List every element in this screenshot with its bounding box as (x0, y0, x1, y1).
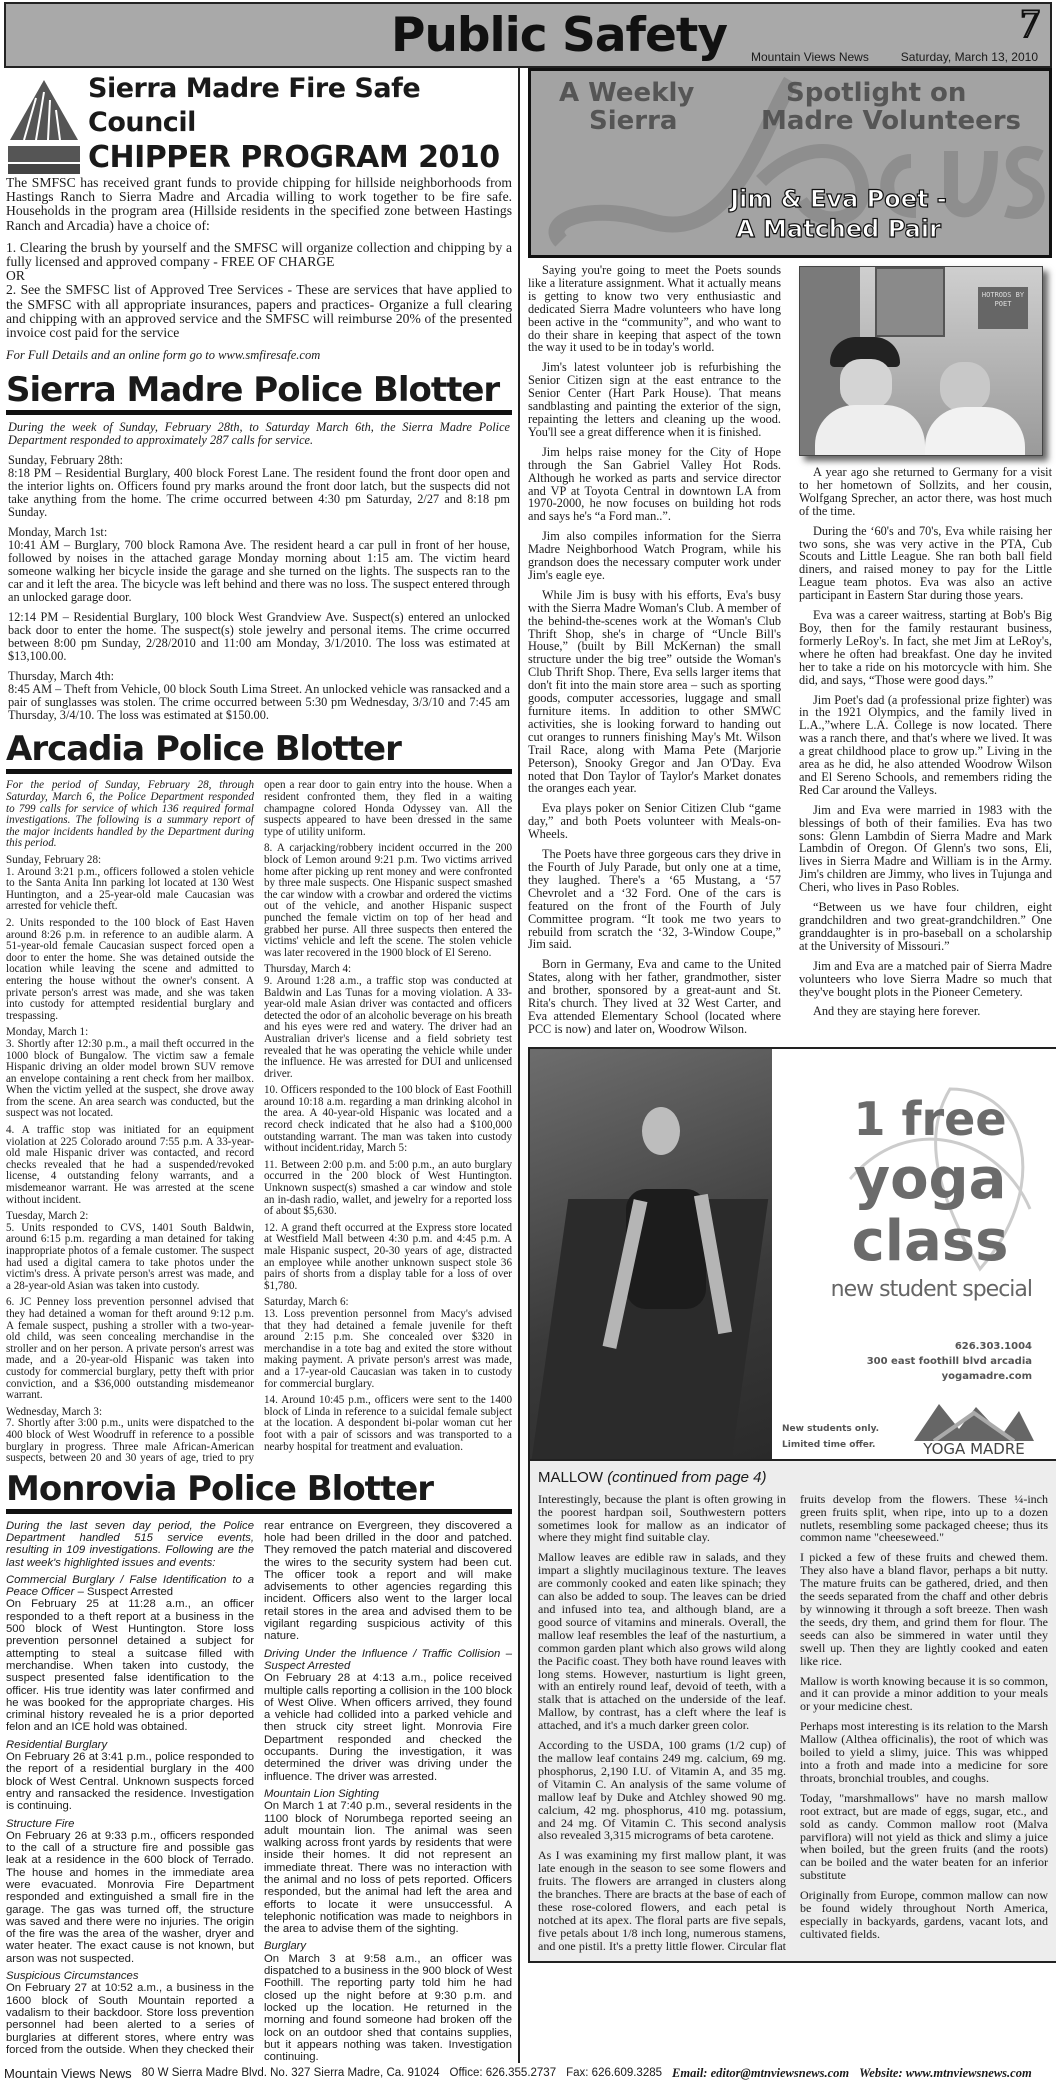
article-paragraph: Jim also compiles information for the Sierra Madre Neighborhood Watch Program, while his grandson does the necessary computer work under Jim's eagle eye. (528, 529, 781, 582)
blotter-entry (8, 611, 510, 663)
blotter-entry (264, 843, 512, 959)
focus-article-col1 (528, 264, 781, 1043)
entry-heading: Sunday, February 28th: (8, 453, 123, 468)
firesafe-triangle-icon (6, 78, 82, 174)
ad-headline-2: yoga (853, 1146, 1007, 1212)
ad-contact (792, 1339, 1032, 1384)
article-paragraph: Mallow is worth knowing because it is so common, and it can provide a minor addition to your meals or your medicine chest. (800, 1673, 1048, 1714)
ad-phone: 626.303.1004 (954, 1340, 1032, 1352)
article-paragraph: Jim and Eva are a matched pair of Sierra Madre volunteers who love Sierra Madre so much that they've bought plots in the Pioneer Cemetery. (799, 958, 1052, 999)
footer-email[interactable]: Email: editor@mtnviewsnews.com (672, 2066, 850, 2081)
article-paragraph: Jim's latest volunteer job is refurbishing the Senior Citizen sign at the east entrance to the Senior Center (Hart Park House). That means sandblasting and painting the exterior of the sign, repainting the letters and cleaning up the wood. You'll see a great difference when it is finished. (528, 360, 781, 439)
entry-heading: Burglary (264, 1940, 307, 1953)
entry-text: 2. Units responded to the 100 block of East Haven around 8:26 p.m. in reference to an audible alarm. A 51-year-old female Caucasian suspect forced open a door to enter the home. She was detained outside the location while leaving the scene and admitted to entering the house without the owner's consent. A private person's arrest was made, and she was taken into custody for attempted residential burglary and trespassing. (6, 916, 254, 1022)
article-paragraph: The Poets have three gorgeous cars they drive in the Fourth of July Parade, but only one at a time, they laughed. There's a ‘65 Mustang, a ‘57 Chevrolet and a ‘32 Ford. One of the cars is featured on the front of the Fourth of July Committee program. “It took me two years to rebuild from scratch the ‘32, 3-Window Coupe,” Jim said. (528, 847, 781, 952)
entry-heading: Driving Under the Influence / Traffic Collision – Suspect Arrested (264, 1647, 512, 1672)
firesafe-option-1: 1. Clearing the brush by yourself and the SMFSC will organize collection and chipping by a fully licensed and approved company - FREE OF CHARGE (6, 239, 512, 270)
blotter-entry (6, 1739, 254, 1813)
article-paragraph: Today, "marshmallows" have no marsh mallow root extract, but are made of eggs, sugar, etc., and sold as candy. Common mallow root (Malva parviflora) will not yield as thick and slimy a juice when boiled, but the green fruits (and the roots) can be boiled and the water beaten for an inferior substitute (800, 1790, 1048, 1883)
blotter-entry (264, 1395, 512, 1453)
article-paragraph: Perhaps most interesting is its relation to the Marsh Mallow (Althea officinalis), the root of which was boiled to yield a slimy, juice. This was whipped into a froth and made into a medicine for sore throats, bronchial troubles, and coughs. (800, 1719, 1048, 1785)
firesafe-article (6, 68, 512, 362)
arcadia-blotter (6, 780, 512, 1464)
blotter-entry (6, 918, 254, 1022)
entry-text: 8:18 PM – Residential Burglary, 400 block Forest Lane. The resident found the front door open and the interior lights on. Officers found pry marks around the front door latch, but the suspects did not take anything from the home. The crime occurred between 4:30 pm Saturday, 2/27 and 8:18 pm Sunday. (8, 466, 510, 520)
ad-subhead: new student special (830, 1276, 1032, 1302)
entry-heading: Wednesday, March 3: (6, 1405, 103, 1418)
entry-text: 9. Around 1:28 a.m., a traffic stop was conducted at Baldwin and Las Tunas for a moving violation. A 33-year-old male Asian driver was contacted and officers detected the odor of an alcoholic beverage on his breath and his eyes were red and watery. The driver had an Australian driver's license and a field sobriety test revealed that he was operating the vehicle while under the influence. He was arrested for DUI and unlicensed driver. (264, 974, 512, 1080)
footer-paper: Mountain Views News (4, 2066, 132, 2082)
entry-text: On March 3 at 9:58 a.m., an officer was dispatched to a business in the 900 block of West Foothill. The reporting party told him he had closed up the night before at 9:30 p.m. and locked up the location. He returned in the morning and found someone had broken off the lock on an outdoor shed that contains supplies, but it appears nothing was taken. Investigation continuing. (264, 1952, 512, 2064)
blotter-entry (6, 1297, 254, 1401)
article-paragraph: Interestingly, because the plant is often growing in the poorest hardpan soil, Southwestern potters sometimes look for mallow as an indicator of where they might find suitable clay. (538, 1491, 786, 1545)
yoga-pose-photo (530, 1049, 772, 1459)
poets-photo (799, 266, 1043, 456)
blotter-entry (8, 670, 510, 722)
blotter-entry (6, 1125, 254, 1206)
blotter-entry (6, 1027, 254, 1120)
entry-text: 12:14 PM – Residential Burglary, 100 block West Grandview Ave. Suspect(s) entered an unlocked back door to enter the home. The suspect(s) stole jewelry and personal items. The crime occurred between 8:00 pm Sunday, 2/28/2010 and 11:00 am Monday, 3/1/2010. The loss was estimated at $13,100.00. (8, 610, 510, 664)
entry-heading: Residential Burglary (6, 1738, 108, 1751)
blotter-entry (264, 1085, 512, 1155)
blotter-entry (264, 1648, 512, 1783)
entry-text: On February 28 at 4:13 a.m., police received multiple calls reporting a collision in the 100 block of West Olive. When officers arrived, they found a vehicle had collided into a parked vehicle and then struck city street light. Monrovia Fire Department responded and checked the occupants. During the investigation, it was determined the driver was driving under the influence. The driver was arrested. (264, 1672, 512, 1783)
entry-heading: Saturday, March 6: (264, 1296, 349, 1309)
entry-text: 12. A grand theft occurred at the Express store located at Westfield Mall between 4:30 p.m. and 4:45 p.m. A male Hispanic suspect, 20-30 years of age, distracted an employee while another unknown suspect stole 36 pairs of shorts from a display table for a loss of over $1,780. (264, 1221, 512, 1292)
entry-text: 8:45 AM – Theft from Vehicle, 00 block South Lima Street. An unlocked vehicle was ransacked and a pair of sunglasses was stolen. The crime occurred between 5:30 pm Wednesday, 3/3/10 and 7:45 am Thursday, 3/4/10. The loss was estimated at $150.00. (8, 682, 510, 723)
blotter-entry (6, 855, 254, 913)
entry-text: On February 26 at 9:33 p.m., officers responded to the call of a structure fire and possible gas leak at a residence in the 600 block of Terrado. The house and homes in the immediate area were evacuated. Monrovia Fire Department responded and extinguished a small fire in the garage. The gas was turned off, the structure was saved and there were no injuries. The origin of the fire was the area of the washer, dryer and water heater. The exact cause is not known, but arson was not suspected. (6, 1829, 254, 1965)
blotter-entry (264, 1160, 512, 1218)
article-paragraph: I picked a few of these fruits and chewed them. They also have a bland flavor, perhaps a bit nutty. The mature fruits can be gathered, dried, and then the seeds separated from the chaff and other debris by winnowing it through a soft breeze. Then wash the seeds, dry them, and grind them for flour. The seeds can also be simmered in water until they swell up. Then they are lightly cooked and eaten like rice. (800, 1550, 1048, 1668)
article-paragraph: A year ago she returned to Germany for a visit to her hometown of Sollzits, and her cousin, Wolfgang Sprecher, an actor there, was host much of the time. (799, 465, 1052, 518)
article-paragraph: Jim and Eva were married in 1983 with the blessings of both of their families. Eva has two sons: Glenn Lambdin of Sierra Madre and Mark Lambdin of Oregon. Of Glenn's two sons, Eli, lives in Sierra Madre and William is in the Army. Jim's children are Jimmy, who lives in Tujunga and Cheri, who lives in Paso Robles. (799, 802, 1052, 895)
article-paragraph: According to the USDA, 100 grams (1/2 cup) of the mallow leaf contains 249 mg. calcium, 69 mg. phosphorus, 2,190 I.U. of Vitamin A, and 35 mg. of Vitamin C. An analysis of the same volume of mallow leaf by Duke and Atchley showed 90 mg. calcium, 42 mg. phosphorus, 410 mg. potassium, and 24 mg. Of Vitamin C. This second analysis also revealed 3,315 micrograms of beta carotene. (538, 1738, 786, 1843)
yoga-madre-logo-text: YOGA MADRE (923, 1439, 1025, 1458)
page-footer (0, 2063, 1056, 2084)
focus-article (528, 264, 1052, 1043)
article-paragraph: Mallow leaves are edible raw in salads, and they impart a slightly mucilaginous texture. The leaves are commonly cooked and eaten like spinach; they can also be added to soup. The leaves can be dried and infused into tea, and although bland, are a good source of vitamins and minerals. Overall, the mallow leaf resembles the leaf of the nasturtium, a common garden plant which also grows wild along the Pacific coast. They both have round leaves with long stems. However, nasturtium is light green, with an entirely round leaf, devoid of teeth, with a stalk that is attached on the underside of the leaf. Mallow, by contrast, has a cleft where the leaf is attached, and it's a much darker green color. (538, 1550, 786, 1733)
article-paragraph: Eva was a career waitress, starting at Bob's Big Boy, then for the family restaurant business, formerly LeRoy's. In fact, she met Jim at LeRoy's, where he often had breakfast. One day he invited her to take a ride on his motorcycle with him. She did, and says, “Those were good days.” (799, 608, 1052, 687)
yoga-madre-ad[interactable] (528, 1047, 1056, 1461)
entry-heading: Mountain Lion Sighting (264, 1787, 379, 1800)
entry-text: 5. Units responded to CVS, 1401 South Baldwin, around 6:15 p.m. regarding a man detained for taking inappropriate photos of a female customer. The suspect had used a digital camera to take photos under the victim's dress. A private person's arrest was made, and a 28-year-old Asian was taken into custody. (6, 1221, 254, 1292)
blotter-entry (6, 1211, 254, 1292)
sierra-madre-blotter (6, 421, 512, 722)
blotter-entry (264, 1223, 512, 1293)
article-paragraph: Jim Poet's dad (a professional prize fighter) was in the 1921 Olympics, and the family lived in L.A.,”where L.A. College is now located. There was a ranch there, and that's where we lived. It was a great childhood place to grow up.” Living in the area as he did, he also attended Woodrow Wilson and El Sereno Schools, and remembers riding the Red Car around the Valleys. (799, 692, 1052, 797)
article-paragraph: “Between us we have four children, eight grandchildren and two great-grandchildren.” One granddaughter is in pro-baseball on a scholarship at the University of Missouri.” (799, 900, 1052, 953)
article-paragraph: Saying you're going to meet the Poets sounds like a literature assignment. What it actually means is getting to know two very enthusiastic and dedicated Sierra Madre volunteers who have long been active in the “community”, and who want to do their share in keeping that aspect of the town the way it used to be in today's world. (528, 263, 781, 355)
focus-article-col2 (799, 264, 1052, 1043)
entry-heading: Suspicious Circumstances (6, 1970, 139, 1983)
blotter-entry (264, 1788, 512, 1936)
firesafe-intro: The SMFSC has received grant funds to provide chipping for hillside neighborhoods from Hastings Ranch to Sierra Madre and Arcadia willing to work together to be fire safe. Households in the program area (Hillside residents in the specified zone between Hastings Ranch and Arcadia) have a choice of: (6, 175, 512, 233)
entry-text: 3. Shortly after 12:30 p.m., a mail theft occurred in the 1000 block of Bungalow. The victim saw a female Hispanic driving an older model brown SUV remove an envelope containing a rent check from her mailbox. When the victim yelled at the suspect, she drove away from the scene. An area search was conducted, but the suspect was not located. (6, 1037, 254, 1120)
ad-fine-print: New students only. Limited time offer. (782, 1423, 880, 1450)
article-paragraph: While Jim is busy with his efforts, Eva's busy with the Sierra Madre Woman's Club. A member of the behind-the-scenes work at the Woman's Club Thrift Shop, she's in charge of “Uncle Bill's House,” (built by Bill McKernan) the small structure under the big tree” outside the Woman's Club Thrift Shop. There, Eva sells larger items that don't fit into the main store area – such as sporting goods, computer accessories, luggage and small furniture items. In addition to other SMWC activities, she is looking forward to handing out cut oranges to runners finishing May's Mt. Wilson Trail Race, along with Mama Pete (Marjorie Peterson), Snooky Gregor and Jan O'Day. Eva noted that Don Taylor of Taylor's Market donates the oranges each year. (528, 587, 781, 796)
focus-banner (528, 68, 1052, 258)
monrovia-blotter-title: Monrovia Police Blotter (6, 1469, 512, 1514)
mallow-heading: MALLOW (continued from page 4) (538, 1468, 767, 1486)
footer-office-phone: Office: 626.355.2737 (449, 2067, 557, 2080)
ad-website[interactable]: yogamadre.com (941, 1370, 1032, 1382)
page-number: 7 (1020, 1, 1040, 46)
blotter-intro: For the period of Sunday, February 28, through Saturday, March 6, the Police Department responded to 799 calls for service of which 136 required formal investigations. The following is a summary report of the major incidents handled by the Department during this period. (6, 779, 254, 850)
firesafe-or: OR (6, 268, 25, 284)
footer-address: 80 W Sierra Madre Blvd. No. 327 Sierra Madre, Ca. 91024 (141, 2067, 440, 2080)
article-paragraph: And they are staying here forever. (813, 1004, 981, 1019)
ad-headline-3: class (851, 1208, 1009, 1274)
footer-website[interactable]: Website: www.mtnviewsnews.com (859, 2066, 1032, 2081)
entry-heading: Sunday, February 28: (6, 854, 102, 866)
page-header (4, 2, 1052, 68)
chipper-program-title: CHIPPER PROGRAM 2010 (88, 140, 500, 175)
entry-heading: Monday, March 1: (6, 1026, 89, 1039)
article-paragraph: Eva plays poker on Senior Citizen Club “game day,” and both Poets volunteer with Meals-on-Wheels. (528, 801, 781, 842)
firesafe-option-2: 2. See the SMFSC list of Approved Tree Services - These are services that have applied to the SMFSC with all appropriate insurances, papers and practices- Organize a full clearing and chipping with an approved service and the SMFSC will reimburse 20% of the presented invoice cost paid for the service (6, 282, 512, 341)
entry-text: 14. Around 10:45 p.m., officers were sent to the 1400 block of Linda in reference to a suicidal female subject at the location. A despondent bi-polar woman cut her foot with a pair of scissors and was transported to a nearby hospital for treatment and evaluation. (264, 1394, 512, 1453)
article-paragraph: Originally from Europe, common mallow can now be found widely throughout North America, especially in backyards, gardens, vacant lots, and cultivated fields. (800, 1888, 1048, 1941)
entry-text: On February 26 at 3:41 p.m., police responded to the report of a residential burglary in the 400 block of West Central. Unknown suspects forced entry and ransacked the residence. Investigation is continuing. (6, 1751, 254, 1813)
blotter-entry (6, 1574, 254, 1734)
hotrods-sign: HOTRODS BY POET (978, 287, 1028, 329)
blotter-entry (6, 1818, 254, 1966)
mountains-logo-icon (914, 1401, 1034, 1441)
entry-heading: Structure Fire (6, 1817, 75, 1830)
paper-name: Mountain Views News (751, 50, 869, 64)
ad-address: 300 east foothill blvd arcadia (866, 1355, 1032, 1367)
blotter-entry (264, 964, 512, 1080)
article-paragraph: Jim helps raise money for the City of Hope through the San Gabriel Valley Hot Rods. Although he worked as parts and service director and VP at Toyota Central in downtown LA from 1970-2000, he now focuses on building hot rods and says he's “a Ford man..”. (528, 444, 781, 524)
entry-text: 1. Around 3:21 p.m., officers followed a stolen vehicle to the Santa Anita Inn parking lot located at 130 West Huntington, and a 25-year-old male Caucasian was arrested for vehicle theft. (6, 865, 254, 913)
entry-text: 7. Shortly after 3:00 p.m., units were dispatched to the 400 block of West Woodruff in reference to a possible burglary in progress. Three male African-American suspects, between 20 and 30 years of age, tried to pry open a rear door to gain entry into the house. When a resident confronted them, they fled in a waiting champagne colored Honda Odyssey van. All the suspects appeared to have been dressed in the same type of utility uniform. (6, 779, 512, 1465)
blotter-entry (264, 1940, 512, 2063)
entry-heading: Monday, March 1st: (8, 525, 108, 540)
entry-text: 10. Officers responded to the 100 block of East Foothill around 10:18 a.m. regarding a man drinking alcohol in the area. A 40-year-old Hispanic was located and a record check indicated that he also had a $100,000 outstanding warrant. The man was taken into custody without incident.riday, March 5: (264, 1084, 512, 1155)
entry-heading: Commercial Burglary / False Identification to a Peace Officer – Suspect Arrested (6, 1573, 254, 1599)
entry-text: 8. A carjacking/robbery incident occurred in the 200 block of Lemon around 9:21 p.m. Two victims arrived home after picking up rent money and were confronted by three male suspects. One Hispanic suspect smashed the car window with a crowbar and ordered the victims out of the vehicle, and another Hispanic suspect punched the female victim on top of her head and grabbed her purse. All three suspects then entered the victims' vehicle and left the scene. The stolen vehicle was later recovered in the 1900 block of El Sereno. (264, 842, 512, 959)
entry-heading: Thursday, March 4: (264, 963, 352, 976)
entry-heading: Tuesday, March 2: (6, 1210, 89, 1223)
mallow-article (528, 1461, 1056, 1963)
issue-date: Saturday, March 13, 2010 (900, 50, 1038, 64)
right-column (522, 68, 1052, 1963)
blotter-intro: During the last seven day period, the Police Department handled 515 service events, resulting in 109 investigations. Following are the last week's highlighted issues and events: (6, 1519, 254, 1569)
ad-headline-1: 1 free (853, 1091, 1007, 1146)
entry-text: 10:41 AM – Burglary, 700 block Ramona Ave. The resident heard a car pull in front of her house, followed by noises in the attached garage Monday morning about 1:15 am. The victim heard someone walking her bicycle inside the garage and she turned on the lights. The suspects ran to the car and it left the area. The bicycle was left behind and there was no loss. The suspect entered through an unlocked garage door. (8, 538, 510, 605)
entry-text: 13. Loss prevention personnel from Macy's advised that they had detained a female juvenile for theft around 2:15 p.m. She concealed over $320 in merchandise in a tote bag and exited the store without making payment. A private person's arrest was made, and a 17-year-old Caucasian was taken in to custody for commercial burglary. (264, 1307, 512, 1390)
blotter-entry (264, 1297, 512, 1390)
blotter-entry (8, 454, 510, 519)
firesafe-link[interactable]: For Full Details and an online form go to www.smfiresafe.com (6, 348, 321, 363)
entry-text: On February 27 at 10:52 a.m., a business in the 1600 block of South Mountain reported a vadalism to their backdoor. Store loss prevention personnel had been alerted to a series of burglaries at different stores, where entry was forced from the outside. When they checked their rear entrance on Evergreen, they discovered a hole had been drilled in the door and patched. They removed the patch material and discovered the wires to the security system had been cut. The officer took a report and will make advisements to other agencies regarding this incident. Officers also went to the larger local retail stores in the area and advised them to be vigilant regarding suspicious activity of this nature. (6, 1519, 512, 2056)
monrovia-blotter (6, 1520, 512, 2064)
left-column (6, 68, 520, 2063)
banner-line-left: A Weekly Sierra (559, 78, 695, 136)
footer-fax: Fax: 626.609.3285 (566, 2067, 663, 2080)
banner-line-right: Spotlight on Madre Volunteers (761, 78, 1022, 136)
entry-heading: Thursday, March 4th: (8, 669, 115, 684)
blotter-entry (8, 526, 510, 604)
page-body (0, 68, 1056, 2063)
entry-text: 4. A traffic stop was initiated for an equipment violation at 225 Colorado around 7:55 p.m. A 33-year-old male Hispanic driver was contacted, and record checks revealed that he had a suspended/revoked license, 4 outstanding felony warrants, and a misdemeanor warrant. He was arrested at the scene without incident. (6, 1124, 254, 1206)
arcadia-blotter-title: Arcadia Police Blotter (6, 729, 512, 774)
entry-text: On March 1 at 7:40 p.m., several residents in the 1100 block of Norumbega reported seeing an adult mountain lion. The animal was seen walking across front yards by residents that were inside their homes. It did not represent an immediate threat. There was no interaction with the animal and no loss of pets reported. Officers responded, but the animal had left the area and efforts to locate it were unsuccessful. A telephonic notification was made to neighbors in the area to advise them of the sighting. (264, 1800, 512, 1936)
entry-text: 6. JC Penney loss prevention personnel advised that they had detained a woman for theft around 9:12 p.m. A female suspect, pushing a stroller with a two-year-old child, was seen concealing merchandise in the stroller and on her person. A private person's arrest was made, and a 20-year-old Hispanic was taken into custody for commercial burglary, petty theft with prior conviction, and a $36,000 outstanding misdemeanor warrant. (6, 1296, 254, 1402)
firesafe-logo (6, 78, 82, 174)
sierra-madre-blotter-title: Sierra Madre Police Blotter (6, 370, 512, 415)
article-paragraph: Born in Germany, Eva and came to the United States, along with her father, grandmother, sister and brother, sponsored by a great-aunt and St. Rita's church. They lived at 32 West Carter, and Eva attended Elementary School (located where PCC is now) and later on, Woodrow Wilson. (528, 957, 781, 1036)
blotter-intro: During the week of Sunday, February 28th, to Saturday March 6th, the Sierra Madre Police Department responded to approximately 287 calls for service. (8, 420, 510, 448)
entry-text: On February 25 at 11:28 a.m., an officer responded to a theft report at a business in the 500 block of West Huntington. Store loss prevention personnel detained a subject for attempting to steal a suitcase filled with merchandise. When taken into custody, the suspect presented false identification to the officer. His true identity was later confirmed and he was booked for the appropriate charges. His criminal history revealed he is a prior deported felon and an ICE hold was obtained. (6, 1598, 254, 1734)
focus-headline: Jim & Eva Poet - A Matched Pair (730, 185, 947, 243)
entry-text: 11. Between 2:00 p.m. and 5:00 p.m., an auto burglary occurred in the 200 block of West Huntington. Unknown suspect(s) smashed a car window and stole an in-dash radio, wallet, and jewelry for a reported loss of about $5,630. (264, 1158, 512, 1218)
section-title: Public Safety (391, 8, 727, 63)
firesafe-title: Sierra Madre Fire Safe Council (88, 73, 421, 138)
article-paragraph: As I was examining my first mallow plant, it was late enough in the season to see some flowers and fruits. The flowers are arranged in clusters along the branches. There are bracts at the base of each of these rose-colored flowers, and each petal is notched at its apex. The floral parts are five sepals, five petals about 1/8 inch long, numerous stamens, and one pistil. It's a pretty little flower. Circular flat fruits develop from the flowers. These ¼-inch green fruits split, when ripe, into up to a dozen nutlets, resembling some packaged cheese; thus its common name "cheeseweed." (538, 1491, 1048, 1953)
article-paragraph: During the ‘60's and 70's, Eva while raising her two sons, she was very active in the PTA, Cub Scouts and Little League. She ran both ball field diners, and raised money to pay for the Little League team photos. Eva was also an active participant in Eastern Star during those years. (799, 523, 1052, 603)
